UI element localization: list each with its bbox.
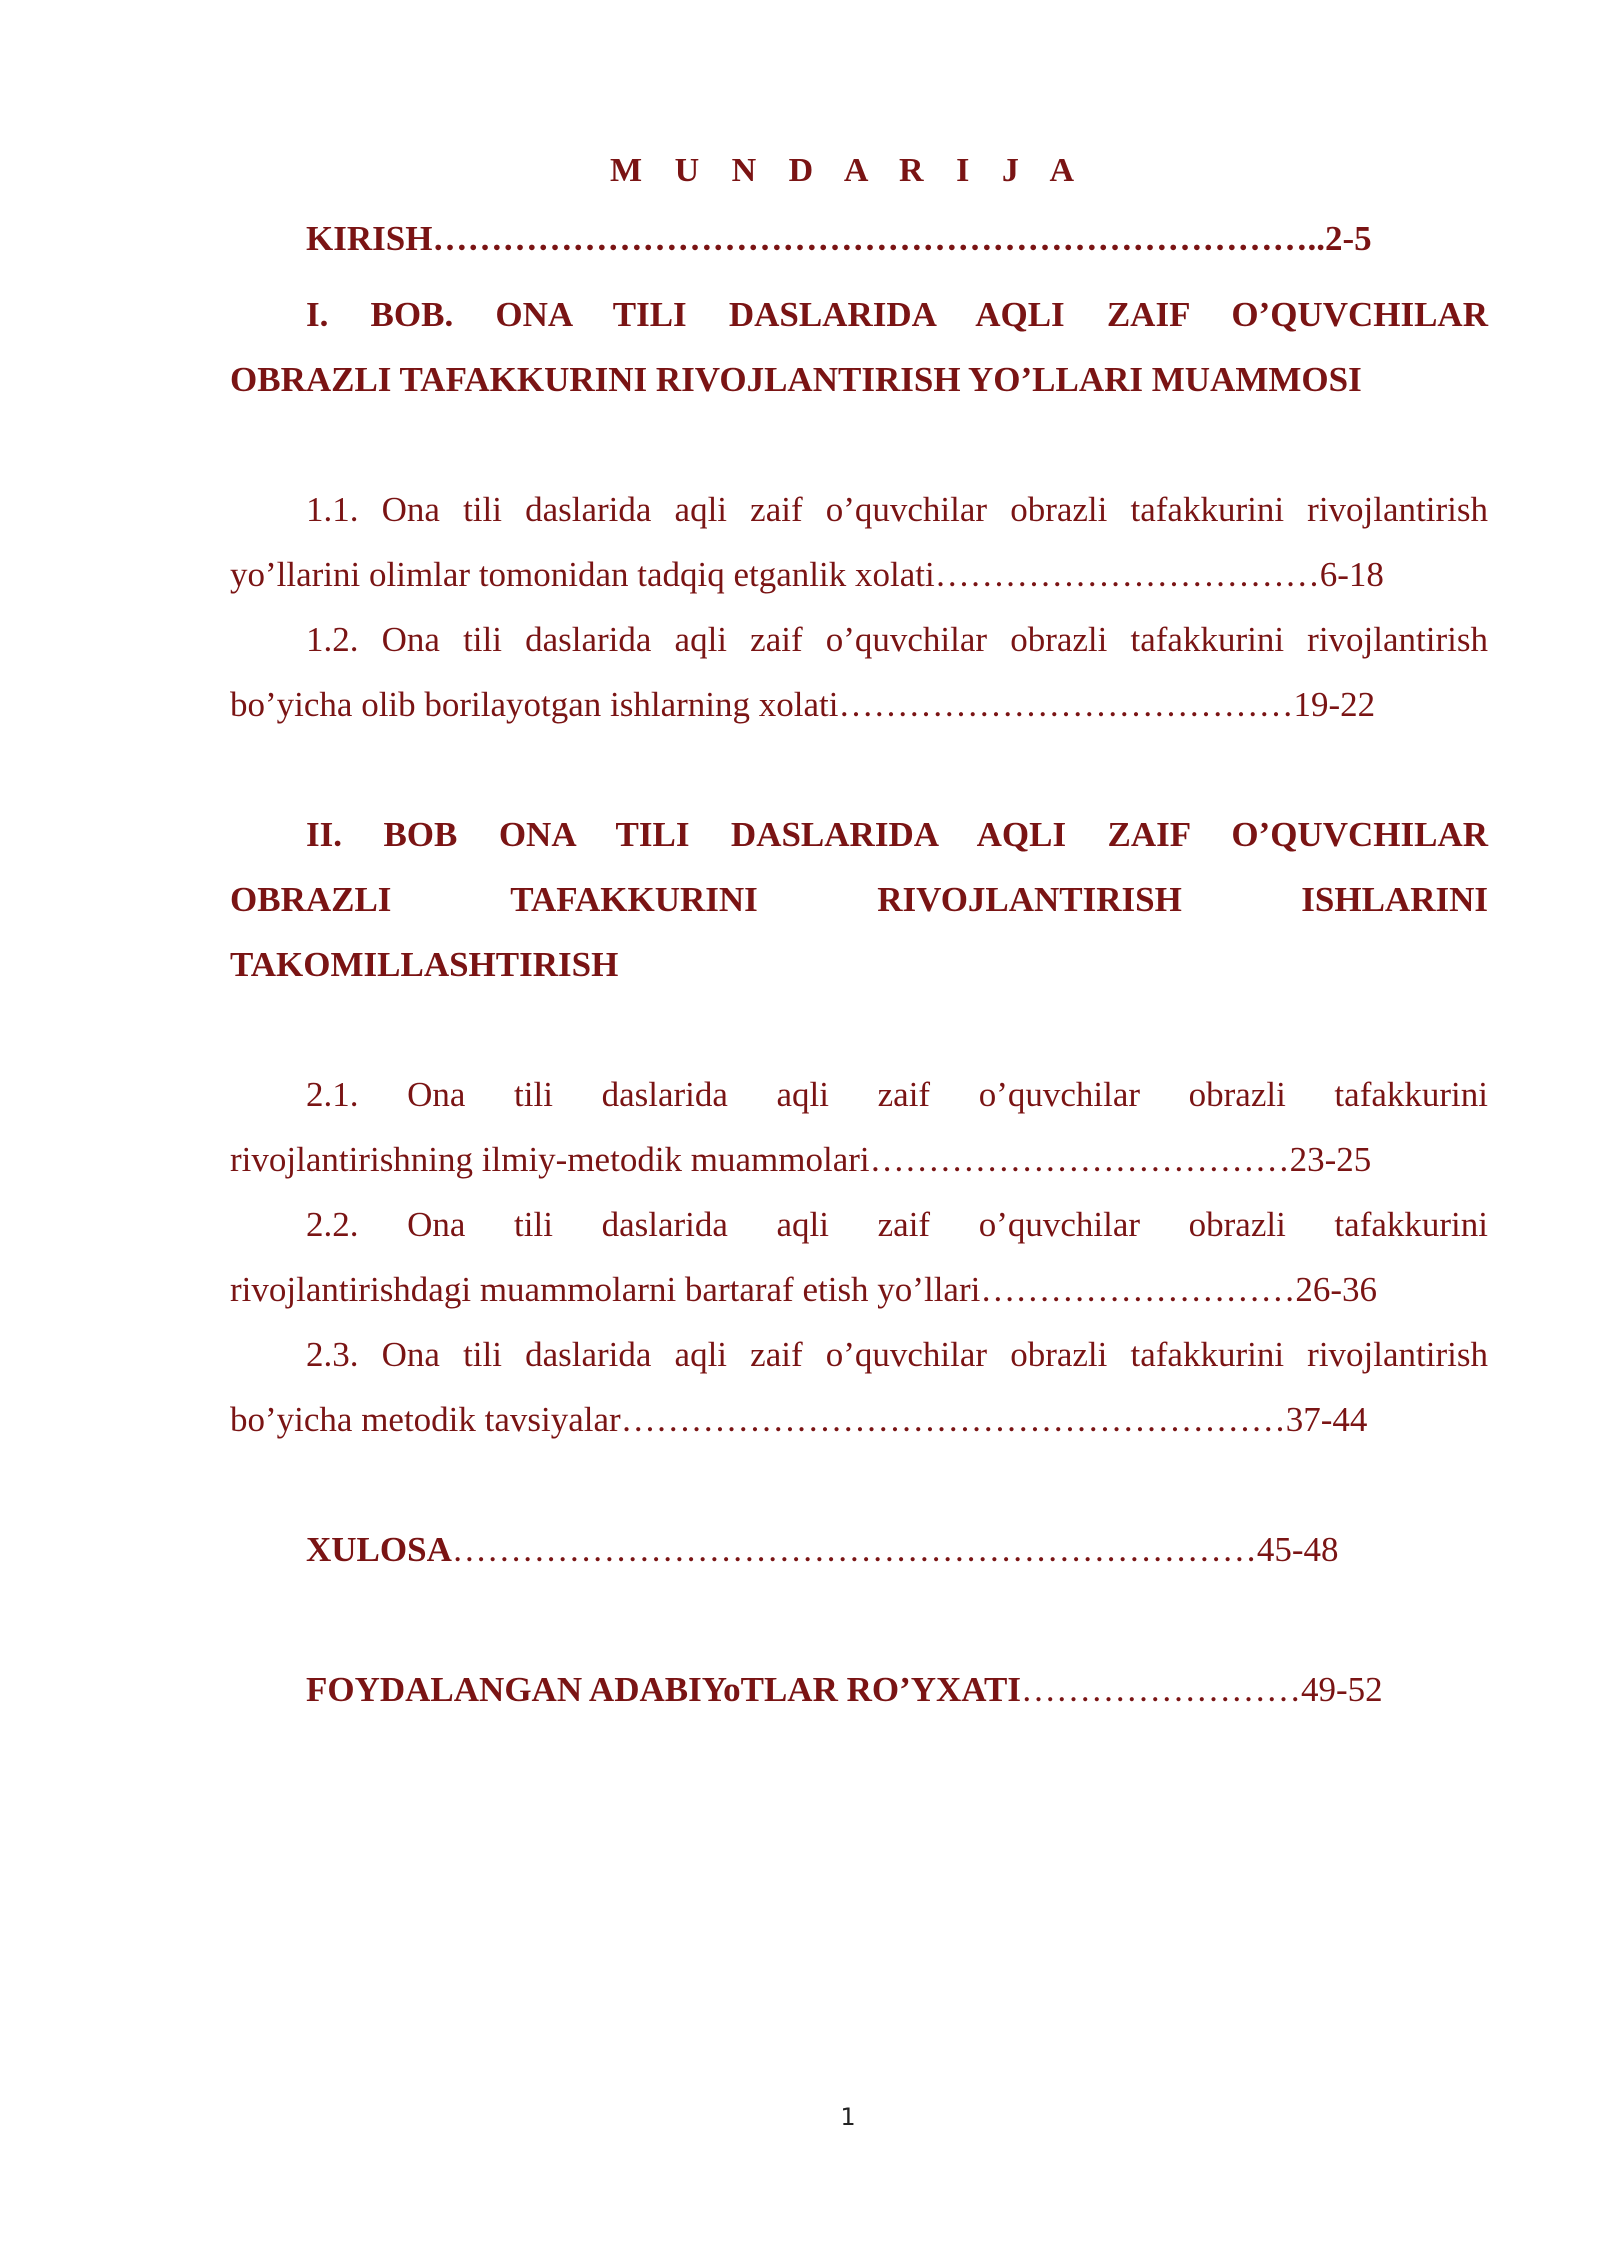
section-text-line: 1.2. Ona tili daslarida aqli zaif o’quvchilar obrazli tafakkurini rivojlantirish [306,620,1488,659]
toc-page-range: 2-5 [1324,219,1372,258]
toc-leader: ………………………………………………… [620,1400,1286,1439]
chapter-heading-line: TAKOMILLASHTIRISH [230,945,619,984]
toc-section-2-1[interactable] [230,1062,1488,1192]
toc-page-range: 6-18 [1319,555,1384,594]
toc-entry-references[interactable] [230,1657,1488,1722]
section-text-line: 2.2. Ona tili daslarida aqli zaif o’quvchilar obrazli tafakkurini [306,1205,1488,1244]
toc-page-range: 26-36 [1295,1270,1377,1309]
section-text-line: 2.1. Ona tili daslarida aqli zaif o’quvchilar obrazli tafakkurini [306,1075,1488,1114]
section-text-line: 1.1. Ona tili daslarida aqli zaif o’quvchilar obrazli tafakkurini rivojlantirish [306,490,1488,529]
page-number: 1 [840,2103,856,2131]
chapter-heading-line: OBRAZLI TAFAKKURINI RIVOJLANTIRISH ISHLARINI [230,880,1488,919]
chapter-heading-line: OBRAZLI TAFAKKURINI RIVOJLANTIRISH YO’LLARI MUAMMOSI [230,360,1362,399]
toc-leader: ……………………… [980,1270,1296,1309]
chapter-heading-line: I. BOB. ONA TILI DASLARIDA AQLI ZAIF O’QUVCHILAR [306,295,1488,334]
toc-chapter-2[interactable] [230,802,1488,997]
toc-chapter-1[interactable] [230,282,1488,412]
section-text-line: rivojlantirishning ilmiy-metodik muammolari [230,1140,870,1179]
toc-entry-xulosa[interactable] [230,1517,1488,1582]
toc-entry-label: XULOSA [306,1530,452,1569]
toc-page-range: 37-44 [1285,1400,1368,1439]
toc-page-range: 49-52 [1300,1670,1383,1709]
section-text-line: yo’llarini olimlar tomonidan tadqiq etganlik xolati [230,555,935,594]
toc-page-range: 45-48 [1256,1530,1339,1569]
toc-section-1-1[interactable] [230,477,1488,607]
chapter-heading-line: II. BOB ONA TILI DASLARIDA AQLI ZAIF O’QUVCHILAR [306,815,1488,854]
section-text-line: rivojlantirishdagi muammolarni bartaraf etish yo’llari [230,1270,981,1309]
toc-leader: …………………………… [934,555,1320,594]
toc-leader: ………………………………… [838,685,1294,724]
toc-entry-label: KIRISH [306,219,433,258]
toc-leader: ………………………………………………………………….. [432,219,1325,258]
toc-entry-kirish[interactable] [230,206,1488,271]
toc-page-range: 23-25 [1289,1140,1372,1179]
section-text-line: bo’yicha olib borilayotgan ishlarning xolati [230,685,839,724]
toc-page-range: 19-22 [1293,685,1376,724]
toc-section-2-3[interactable] [230,1322,1488,1452]
toc-section-2-2[interactable] [230,1192,1488,1322]
toc-leader: ……………………………… [869,1140,1290,1179]
section-text-line: bo’yicha metodik tavsiyalar [230,1400,621,1439]
toc-section-1-2[interactable] [230,607,1488,737]
toc-title: M U N D A R I J A [609,152,1087,189]
toc-entry-label: FOYDALANGAN ADABIYoTLAR RO’YXATI [306,1670,1021,1709]
toc-leader: …………………… [1020,1670,1301,1709]
toc-leader: …………………………………………………………… [451,1530,1257,1569]
section-text-line: 2.3. Ona tili daslarida aqli zaif o’quvchilar obrazli tafakkurini rivojlantirish [306,1335,1488,1374]
